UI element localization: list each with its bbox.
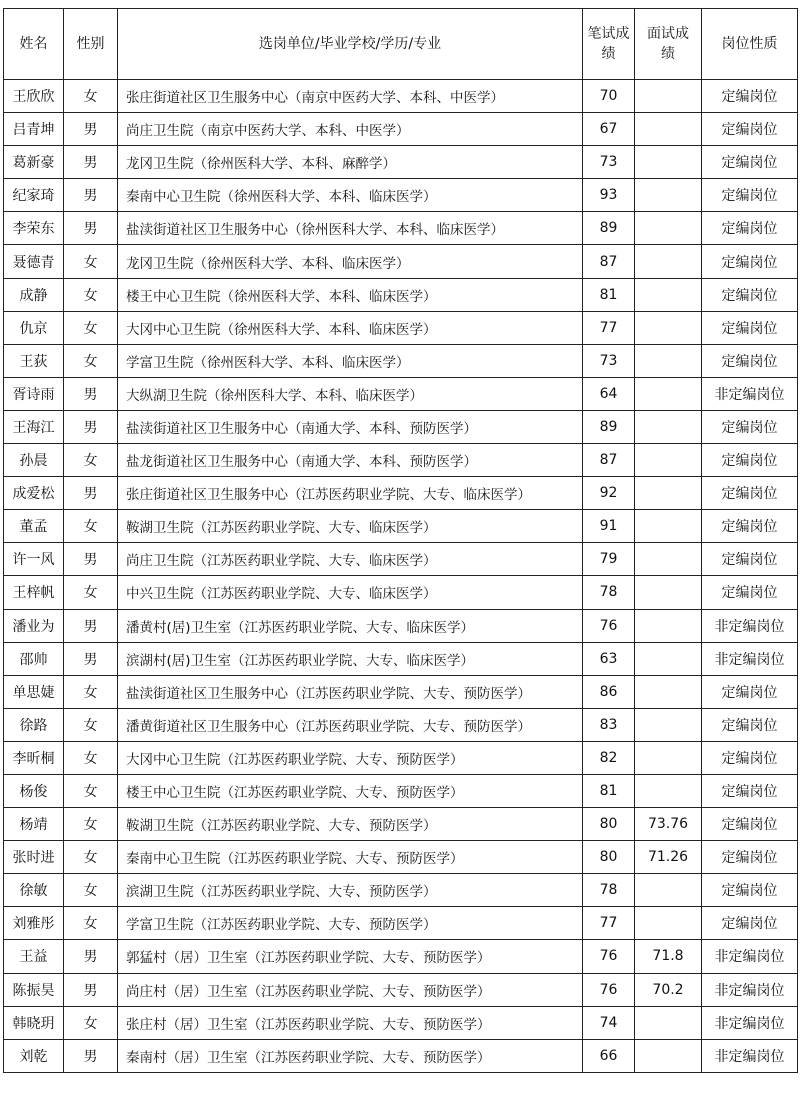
cell-written-score: 79 [583,543,635,576]
cell-sex: 女 [64,774,118,807]
cell-interview-score: 71.8 [635,940,702,973]
cell-name: 徐路 [4,708,64,741]
table-row [4,543,798,576]
table-row [4,477,798,510]
table-row [4,675,798,708]
cell-written-score: 63 [583,642,635,675]
table-row [4,841,798,874]
cell-post-type: 定编岗位 [702,741,798,774]
cell-written-score: 64 [583,377,635,410]
cell-post-type: 定编岗位 [702,311,798,344]
cell-written-score: 89 [583,410,635,443]
table-row [4,576,798,609]
cell-interview-score: 70.2 [635,973,702,1006]
cell-written-score: 87 [583,245,635,278]
cell-written-score: 73 [583,146,635,179]
cell-written-score: 81 [583,774,635,807]
cell-name: 聂德青 [4,245,64,278]
cell-unit: 滨湖村(居)卫生室（江苏医药职业学院、大专、临床医学） [118,642,583,675]
cell-post-type: 定编岗位 [702,278,798,311]
cell-unit: 尚庄卫生院（江苏医药职业学院、大专、临床医学） [118,543,583,576]
cell-post-type: 定编岗位 [702,510,798,543]
cell-post-type: 非定编岗位 [702,1039,798,1072]
cell-unit: 潘黄街道社区卫生服务中心（江苏医药职业学院、大专、预防医学） [118,708,583,741]
cell-sex: 女 [64,576,118,609]
table-row [4,907,798,940]
cell-name: 邵帅 [4,642,64,675]
cell-name: 单思婕 [4,675,64,708]
cell-post-type: 定编岗位 [702,675,798,708]
table-row [4,311,798,344]
cell-unit: 鞍湖卫生院（江苏医药职业学院、大专、预防医学） [118,808,583,841]
cell-name: 杨靖 [4,808,64,841]
cell-unit: 楼王中心卫生院（徐州医科大学、本科、临床医学） [118,278,583,311]
cell-sex: 男 [64,113,118,146]
cell-sex: 女 [64,510,118,543]
cell-name: 韩晓玥 [4,1006,64,1039]
cell-written-score: 76 [583,973,635,1006]
cell-written-score: 80 [583,808,635,841]
cell-sex: 男 [64,973,118,1006]
table-row [4,708,798,741]
cell-name: 葛新豪 [4,146,64,179]
cell-written-score: 82 [583,741,635,774]
cell-sex: 男 [64,477,118,510]
cell-written-score: 78 [583,874,635,907]
cell-interview-score [635,377,702,410]
cell-name: 刘乾 [4,1039,64,1072]
cell-unit: 盐渎街道社区卫生服务中心（南通大学、本科、预防医学） [118,410,583,443]
cell-interview-score [635,477,702,510]
cell-sex: 男 [64,410,118,443]
header-interview: 面试成绩 [635,9,702,80]
cell-name: 李昕桐 [4,741,64,774]
cell-name: 王益 [4,940,64,973]
cell-sex: 男 [64,1039,118,1072]
cell-sex: 男 [64,940,118,973]
table-row [4,741,798,774]
cell-sex: 女 [64,675,118,708]
cell-unit: 学富卫生院（江苏医药职业学院、大专、预防医学） [118,907,583,940]
cell-sex: 男 [64,212,118,245]
cell-written-score: 77 [583,311,635,344]
cell-sex: 女 [64,311,118,344]
cell-sex: 男 [64,146,118,179]
cell-written-score: 67 [583,113,635,146]
table-row [4,973,798,1006]
cell-written-score: 80 [583,841,635,874]
cell-unit: 大冈中心卫生院（徐州医科大学、本科、临床医学） [118,311,583,344]
cell-written-score: 78 [583,576,635,609]
cell-sex: 女 [64,80,118,113]
cell-post-type: 定编岗位 [702,245,798,278]
cell-interview-score [635,642,702,675]
cell-written-score: 76 [583,609,635,642]
cell-written-score: 77 [583,907,635,940]
cell-name: 成静 [4,278,64,311]
cell-sex: 女 [64,708,118,741]
cell-written-score: 89 [583,212,635,245]
cell-sex: 女 [64,841,118,874]
cell-interview-score [635,741,702,774]
header-written: 笔试成绩 [583,9,635,80]
cell-sex: 女 [64,344,118,377]
cell-sex: 女 [64,278,118,311]
cell-sex: 女 [64,1006,118,1039]
cell-unit: 秦南中心卫生院（江苏医药职业学院、大专、预防医学） [118,841,583,874]
cell-written-score: 81 [583,278,635,311]
table-row [4,278,798,311]
table-row [4,774,798,807]
cell-post-type: 非定编岗位 [702,377,798,410]
table-row [4,808,798,841]
cell-unit: 龙冈卫生院（徐州医科大学、本科、临床医学） [118,245,583,278]
cell-interview-score: 73.76 [635,808,702,841]
cell-name: 刘雅彤 [4,907,64,940]
table-row [4,940,798,973]
table-row [4,609,798,642]
cell-name: 胥诗雨 [4,377,64,410]
cell-written-score: 70 [583,80,635,113]
table-row [4,344,798,377]
cell-interview-score [635,609,702,642]
cell-interview-score [635,1039,702,1072]
cell-post-type: 定编岗位 [702,179,798,212]
cell-sex: 女 [64,444,118,477]
cell-sex: 男 [64,377,118,410]
cell-name: 吕青坤 [4,113,64,146]
cell-written-score: 93 [583,179,635,212]
cell-name: 潘业为 [4,609,64,642]
cell-interview-score [635,675,702,708]
cell-interview-score [635,444,702,477]
table-row [4,212,798,245]
cell-written-score: 74 [583,1006,635,1039]
cell-sex: 女 [64,741,118,774]
cell-interview-score [635,278,702,311]
cell-unit: 盐渎街道社区卫生服务中心（徐州医科大学、本科、临床医学） [118,212,583,245]
cell-unit: 尚庄村（居）卫生室（江苏医药职业学院、大专、预防医学） [118,973,583,1006]
cell-interview-score [635,311,702,344]
cell-unit: 大冈中心卫生院（江苏医药职业学院、大专、预防医学） [118,741,583,774]
cell-unit: 张庄街道社区卫生服务中心（南京中医药大学、本科、中医学） [118,80,583,113]
cell-post-type: 非定编岗位 [702,642,798,675]
table-row [4,410,798,443]
cell-written-score: 87 [583,444,635,477]
cell-post-type: 定编岗位 [702,874,798,907]
cell-unit: 郭猛村（居）卫生室（江苏医药职业学院、大专、预防医学） [118,940,583,973]
cell-unit: 滨湖卫生院（江苏医药职业学院、大专、预防医学） [118,874,583,907]
cell-name: 许一风 [4,543,64,576]
cell-sex: 女 [64,245,118,278]
header-sex: 性别 [64,9,118,80]
cell-written-score: 92 [583,477,635,510]
cell-name: 陈振昊 [4,973,64,1006]
cell-interview-score [635,245,702,278]
cell-sex: 男 [64,179,118,212]
cell-sex: 男 [64,543,118,576]
cell-unit: 秦南村（居）卫生室（江苏医药职业学院、大专、预防医学） [118,1039,583,1072]
cell-unit: 龙冈卫生院（徐州医科大学、本科、麻醉学） [118,146,583,179]
cell-interview-score [635,344,702,377]
cell-unit: 鞍湖卫生院（江苏医药职业学院、大专、临床医学） [118,510,583,543]
cell-post-type: 非定编岗位 [702,973,798,1006]
cell-interview-score [635,907,702,940]
cell-interview-score: 71.26 [635,841,702,874]
header-post-type: 岗位性质 [702,9,798,80]
cell-post-type: 定编岗位 [702,576,798,609]
cell-written-score: 76 [583,940,635,973]
cell-interview-score [635,410,702,443]
header-name: 姓名 [4,9,64,80]
cell-post-type: 定编岗位 [702,708,798,741]
cell-unit: 尚庄卫生院（南京中医药大学、本科、中医学） [118,113,583,146]
table-row [4,80,798,113]
cell-name: 王海江 [4,410,64,443]
cell-unit: 盐渎街道社区卫生服务中心（江苏医药职业学院、大专、预防医学） [118,675,583,708]
cell-sex: 男 [64,642,118,675]
cell-unit: 秦南中心卫生院（徐州医科大学、本科、临床医学） [118,179,583,212]
cell-post-type: 非定编岗位 [702,940,798,973]
cell-written-score: 86 [583,675,635,708]
cell-name: 杨俊 [4,774,64,807]
cell-sex: 男 [64,609,118,642]
table-row [4,1039,798,1072]
cell-unit: 潘黄村(居)卫生室（江苏医药职业学院、大专、临床医学） [118,609,583,642]
cell-written-score: 66 [583,1039,635,1072]
cell-name: 王欣欣 [4,80,64,113]
cell-post-type: 定编岗位 [702,113,798,146]
table-row [4,377,798,410]
cell-post-type: 定编岗位 [702,212,798,245]
cell-written-score: 91 [583,510,635,543]
cell-name: 张时进 [4,841,64,874]
cell-unit: 楼王中心卫生院（江苏医药职业学院、大专、预防医学） [118,774,583,807]
cell-post-type: 定编岗位 [702,543,798,576]
cell-unit: 张庄村（居）卫生室（江苏医药职业学院、大专、预防医学） [118,1006,583,1039]
cell-name: 成爱松 [4,477,64,510]
cell-post-type: 定编岗位 [702,907,798,940]
table-row [4,642,798,675]
cell-unit: 张庄街道社区卫生服务中心（江苏医药职业学院、大专、临床医学） [118,477,583,510]
table-row [4,444,798,477]
cell-interview-score [635,146,702,179]
cell-post-type: 定编岗位 [702,841,798,874]
cell-interview-score [635,510,702,543]
cell-interview-score [635,874,702,907]
cell-written-score: 73 [583,344,635,377]
table-row [4,113,798,146]
cell-name: 仇京 [4,311,64,344]
cell-name: 纪家琦 [4,179,64,212]
cell-post-type: 定编岗位 [702,344,798,377]
cell-name: 王梓帆 [4,576,64,609]
cell-interview-score [635,708,702,741]
cell-sex: 女 [64,874,118,907]
cell-post-type: 非定编岗位 [702,609,798,642]
cell-unit: 中兴卫生院（江苏医药职业学院、大专、临床医学） [118,576,583,609]
cell-post-type: 定编岗位 [702,80,798,113]
cell-interview-score [635,774,702,807]
cell-post-type: 非定编岗位 [702,1006,798,1039]
cell-post-type: 定编岗位 [702,808,798,841]
table-row [4,245,798,278]
results-table [3,8,798,1073]
table-row [4,179,798,212]
cell-post-type: 定编岗位 [702,146,798,179]
cell-interview-score [635,113,702,146]
cell-interview-score [635,576,702,609]
cell-name: 王荻 [4,344,64,377]
table-row [4,146,798,179]
cell-post-type: 定编岗位 [702,444,798,477]
cell-name: 李荣东 [4,212,64,245]
header-unit: 选岗单位/毕业学校/学历/专业 [118,9,583,80]
header-row [4,9,798,80]
cell-unit: 大纵湖卫生院（徐州医科大学、本科、临床医学） [118,377,583,410]
cell-interview-score [635,179,702,212]
cell-post-type: 定编岗位 [702,774,798,807]
cell-interview-score [635,1006,702,1039]
table-row [4,1006,798,1039]
table-row [4,510,798,543]
cell-name: 董孟 [4,510,64,543]
cell-sex: 女 [64,808,118,841]
cell-interview-score [635,212,702,245]
cell-unit: 盐龙街道社区卫生服务中心（南通大学、本科、预防医学） [118,444,583,477]
cell-name: 徐敏 [4,874,64,907]
cell-name: 孙晨 [4,444,64,477]
cell-sex: 女 [64,907,118,940]
cell-post-type: 定编岗位 [702,477,798,510]
cell-unit: 学富卫生院（徐州医科大学、本科、临床医学） [118,344,583,377]
cell-interview-score [635,80,702,113]
cell-interview-score [635,543,702,576]
cell-written-score: 83 [583,708,635,741]
cell-post-type: 定编岗位 [702,410,798,443]
table-row [4,874,798,907]
